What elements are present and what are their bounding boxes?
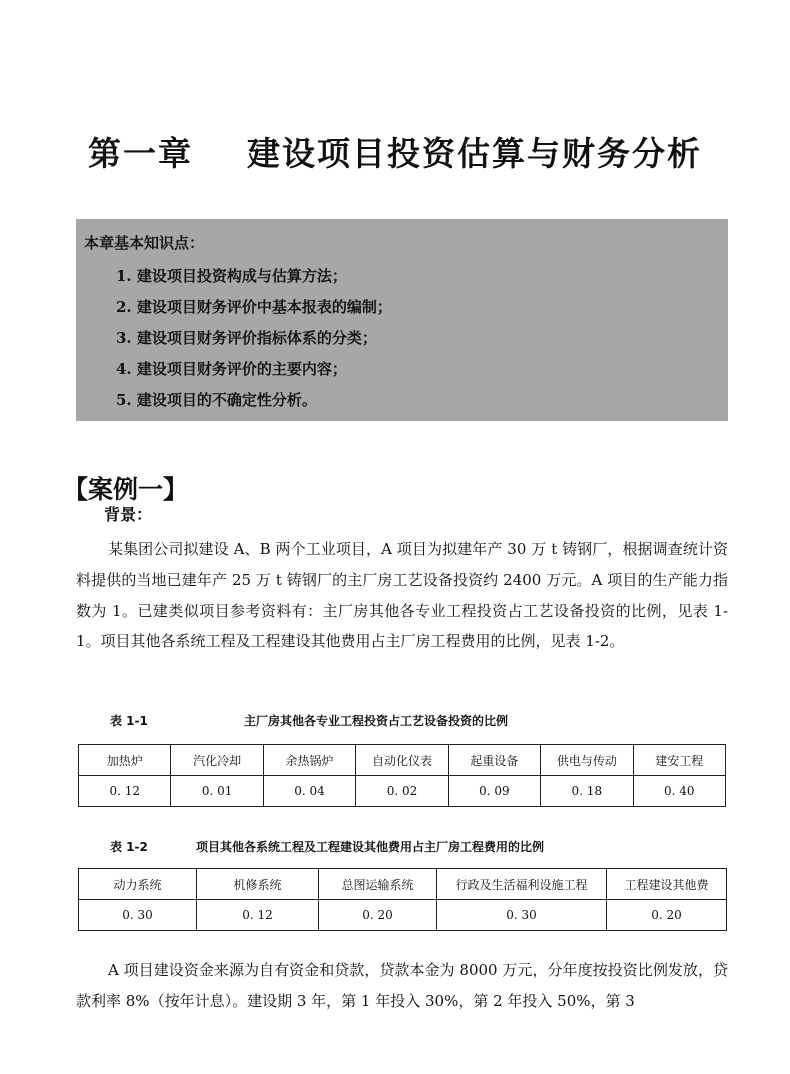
table-cell: 0. 04 xyxy=(263,776,355,807)
table-row xyxy=(79,900,727,931)
table-header-cell: 建安工程 xyxy=(633,745,725,776)
table-header-cell: 供电与传动 xyxy=(541,745,633,776)
table-cell: 0. 18 xyxy=(541,776,633,807)
table-header-cell: 总图运输系统 xyxy=(319,869,437,900)
case-title: 【案例一】 xyxy=(63,475,189,504)
table-header-row xyxy=(79,745,726,776)
table-cell: 0. 20 xyxy=(607,900,727,931)
table-header-cell: 余热锅炉 xyxy=(263,745,355,776)
table-row xyxy=(79,776,726,807)
table-2 xyxy=(78,868,727,931)
table-cell: 0. 30 xyxy=(79,900,197,931)
table-header-cell: 机修系统 xyxy=(197,869,319,900)
table-cell: 0. 12 xyxy=(197,900,319,931)
knowledge-point-item: 2. 建设项目财务评价中基本报表的编制； xyxy=(116,298,392,316)
table-header-cell: 动力系统 xyxy=(79,869,197,900)
table-header-cell: 自动化仪表 xyxy=(356,745,448,776)
table-1-caption xyxy=(110,712,508,729)
knowledge-point-item: 4. 建设项目财务评价的主要内容； xyxy=(116,360,347,378)
table-cell: 0. 01 xyxy=(171,776,263,807)
table-1-number: 表 1-1 xyxy=(110,714,148,728)
table-header-cell: 工程建设其他费 xyxy=(607,869,727,900)
table-cell: 0. 20 xyxy=(319,900,437,931)
table-header-cell: 行政及生活福利设施工程 xyxy=(437,869,607,900)
table-2-number: 表 1-2 xyxy=(110,840,148,854)
table-1-title: 主厂房其他各专业工程投资占工艺设备投资的比例 xyxy=(244,714,509,728)
knowledge-points-box xyxy=(76,219,728,421)
chapter-title: 第一章 建设项目投资估算与财务分析 xyxy=(88,134,702,173)
knowledge-point-item: 5. 建设项目的不确定性分析。 xyxy=(116,391,317,409)
table-1 xyxy=(78,744,726,807)
background-paragraph: 某集团公司拟建设 A、B 两个工业项目，A 项目为拟建年产 30 万 t 铸钢厂，根据调查统计资料提供的当地已建年产 25 万 t 铸钢厂的主厂房工艺设备投资约 2400 万元。A 项目的生产能力指数为 1。已建类似项目参考资料有：主厂房其他各专业工程投资占工艺设备投资的比例，见表 1-1。项目其他各系统工程及工程建设其他费用占主厂房工程费用的比例，见表 1-2。 xyxy=(76,540,728,651)
table-cell: 0. 02 xyxy=(356,776,448,807)
table-cell: 0. 09 xyxy=(448,776,540,807)
knowledge-point-item: 3. 建设项目财务评价指标体系的分类； xyxy=(116,329,377,347)
table-cell: 0. 40 xyxy=(633,776,725,807)
table-header-cell: 加热炉 xyxy=(79,745,171,776)
table-2-caption xyxy=(110,838,544,855)
funding-paragraph: A 项目建设资金来源为自有资金和贷款，贷款本金为 8000 万元，分年度按投资比例发放，贷款利率 8%（按年计息）。建设期 3 年，第 1 年投入 30%，第 2 年投入 50%，第 3 xyxy=(76,961,728,1010)
table-cell: 0. 30 xyxy=(437,900,607,931)
background-label: 背景： xyxy=(104,505,153,524)
table-cell: 0. 12 xyxy=(79,776,171,807)
table-header-row xyxy=(79,869,727,900)
table-2-title: 项目其他各系统工程及工程建设其他费用占主厂房工程费用的比例 xyxy=(196,840,545,854)
knowledge-point-item: 1. 建设项目投资构成与估算方法； xyxy=(116,267,347,285)
table-header-cell: 起重设备 xyxy=(448,745,540,776)
table-header-cell: 汽化冷却 xyxy=(171,745,263,776)
knowledge-points-heading: 本章基本知识点： xyxy=(84,234,205,252)
